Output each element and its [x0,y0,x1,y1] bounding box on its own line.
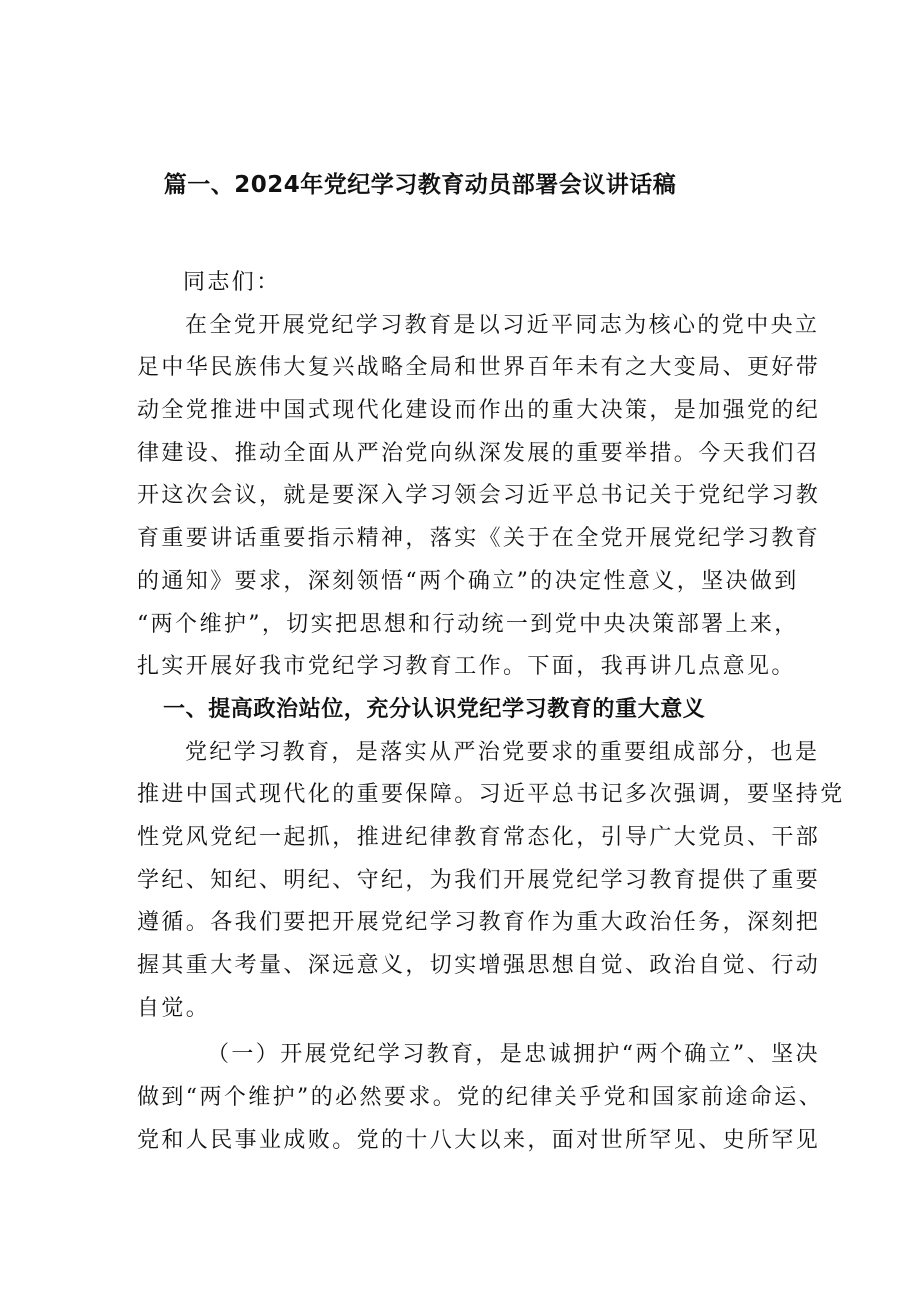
paragraph-line: 党纪学习教育，是落实从严治党要求的重要组成部分，也是 [185,739,820,765]
paragraph-line: 开这次会议，就是要深入学习领会习近平总书记关于党纪学习教 [137,483,821,509]
paragraph-line: 性党风党纪一起抓，推进纪律教育常态化，引导广大党员、干部 [137,824,821,850]
subsection-line: （一）开展党纪学习教育，是忠诚拥护“两个确立”、坚决 [207,1042,820,1068]
paragraph-line: 推进中国式现代化的重要保障。习近平总书记多次强调，要坚持党 [137,782,845,808]
section-heading: 一、提高政治站位，充分认识党纪学习教育的重大意义 [163,696,706,722]
paragraph-line: 做到“两个维护”的必然要求。党的纪律关乎党和国家前途命运、 [137,1085,824,1111]
paragraph-line: 足中华民族伟大复兴战略全局和世界百年未有之大变局、更好带 [137,355,821,381]
paragraph-line: 的通知》要求，深刻领悟“两个确立”的决定性意义，坚决做到 [137,568,799,594]
document-title: 篇一、2024年党纪学习教育动员部署会议讲话稿 [163,172,677,198]
paragraph-line: 党和人民事业成败。党的十八大以来，面对世所罕见、史所罕见 [137,1127,821,1153]
paragraph-line: 扎实开展好我市党纪学习教育工作。下面，我再讲几点意见。 [137,654,796,680]
paragraph-line: 律建设、推动全面从严治党向纵深发展的重要举措。今天我们召 [137,440,821,466]
paragraph-line: 遵循。各我们要把开展党纪学习教育作为重大政治任务，深刻把 [137,910,821,936]
paragraph-line: 自觉。 [137,995,211,1021]
paragraph-line: 学纪、知纪、明纪、守纪，为我们开展党纪学习教育提供了重要 [137,867,821,893]
paragraph-line: 动全党推进中国式现代化建设而作出的重大决策，是加强党的纪 [137,398,821,424]
salutation: 同志们： [183,270,281,295]
paragraph-line: 在全党开展党纪学习教育是以习近平同志为核心的党中央立 [185,312,820,338]
document-body [137,262,845,1162]
paragraph-line: 育重要讲话重要指示精神，落实《关于在全党开展党纪学习教育 [137,526,821,552]
paragraph-line: “两个维护”，切实把思想和行动统一到党中央决策部署上来， [137,611,799,637]
paragraph-line: 握其重大考量、深远意义，切实增强思想自觉、政治自觉、行动 [137,953,821,978]
